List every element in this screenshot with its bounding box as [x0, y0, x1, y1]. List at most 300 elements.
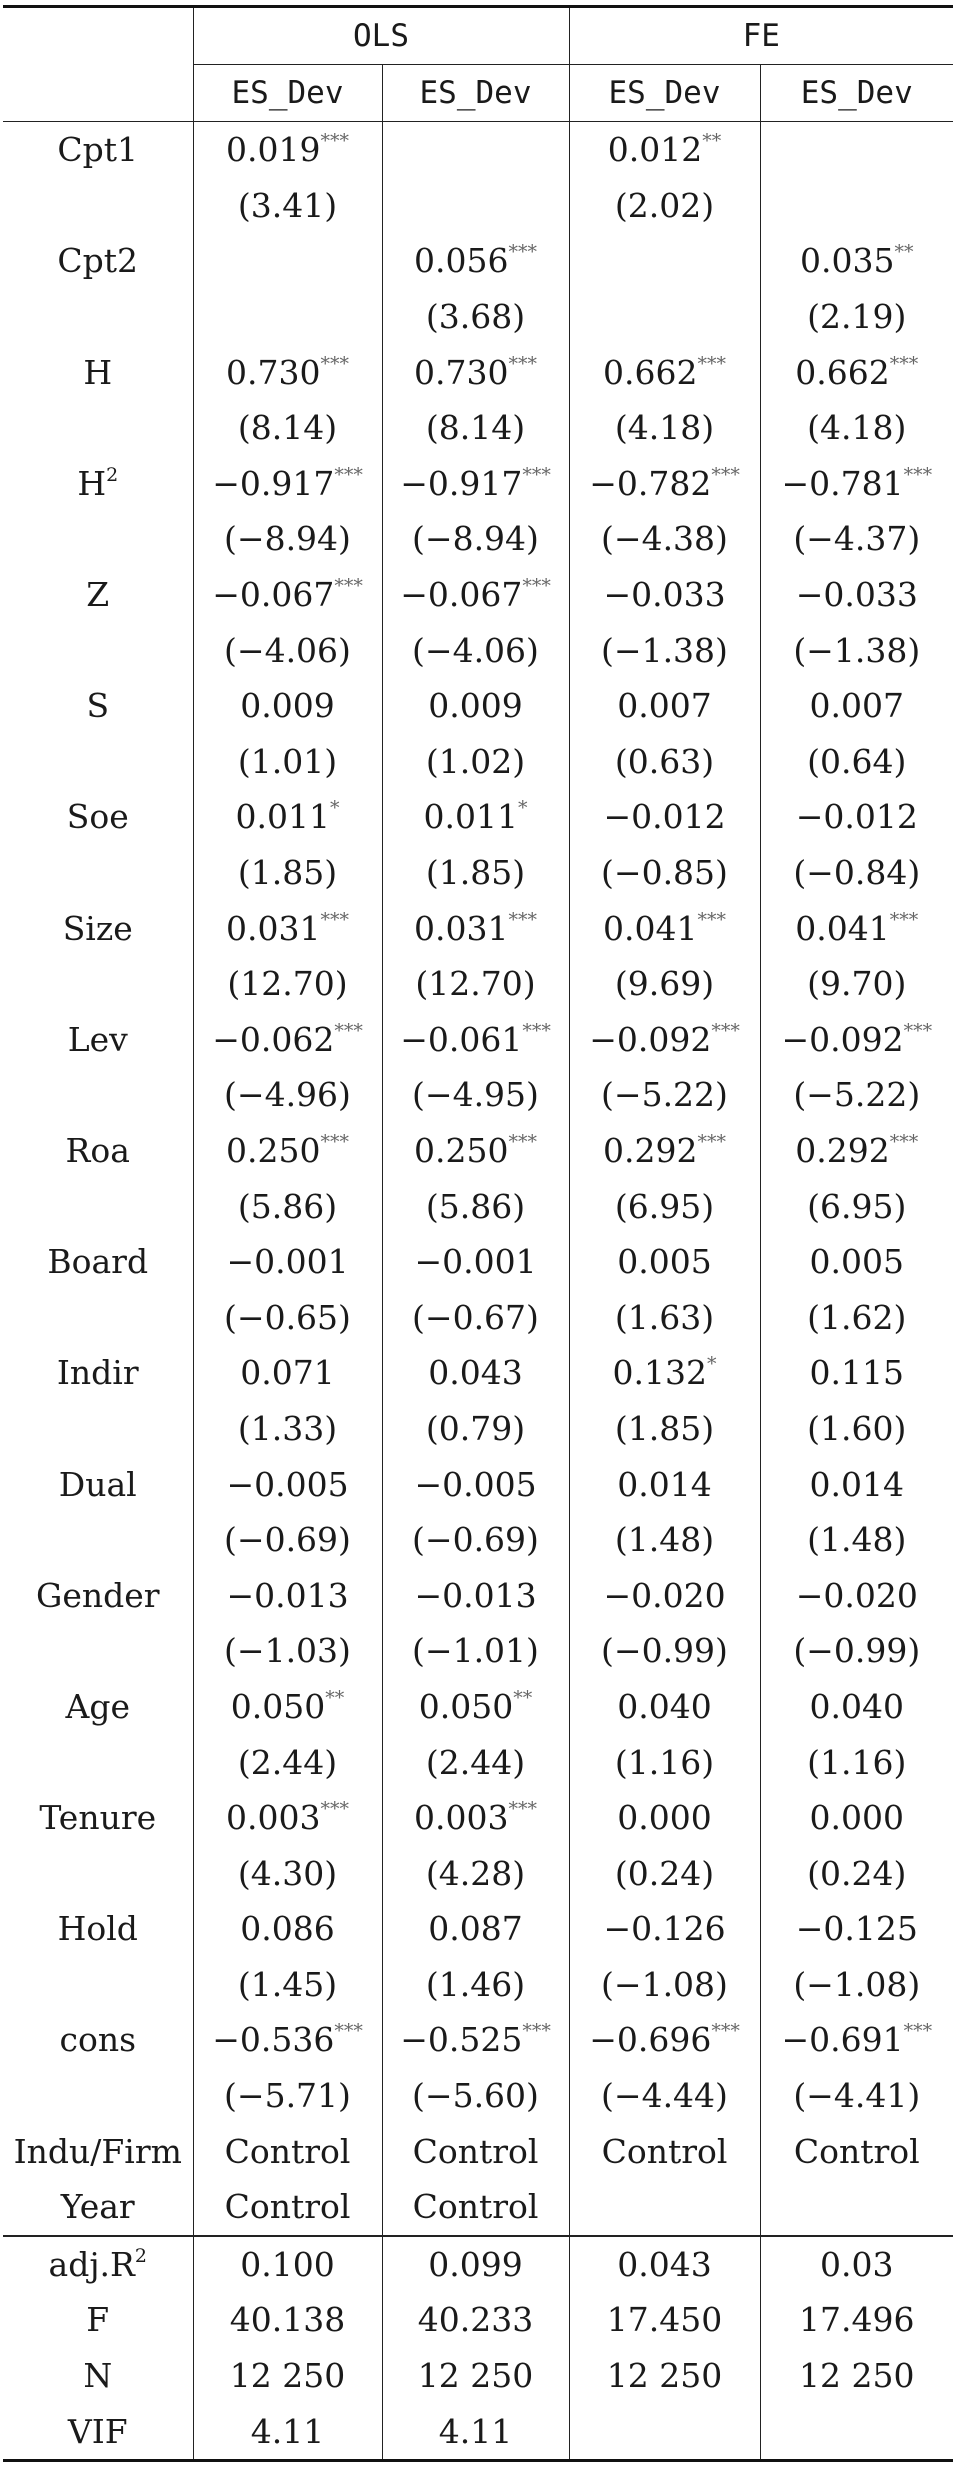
cell-value: (12.70)	[415, 964, 536, 1004]
table-cell	[382, 2292, 569, 2348]
cell-value: (1.63)	[614, 1297, 715, 1337]
stat-row	[3, 2403, 953, 2460]
table-cell	[569, 1067, 760, 1123]
table-cell	[382, 1790, 569, 1846]
cell-value: (8.14)	[425, 408, 526, 448]
cell-value: (1.85)	[237, 853, 338, 893]
cell-value: 0.730	[226, 352, 321, 392]
cell-value: (−4.06)	[412, 630, 539, 670]
cell-value: −0.013	[226, 1575, 349, 1615]
cell-value: −0.061	[400, 1019, 523, 1059]
table-cell	[193, 289, 382, 345]
table-cell	[760, 622, 953, 678]
table-cell	[193, 1234, 382, 1290]
cell-value: (3.41)	[237, 185, 338, 225]
row-label-text: Cpt2	[57, 241, 139, 281]
cell-value: 0.662	[795, 352, 890, 392]
cell-value: 0.056	[414, 241, 509, 281]
table-cell	[382, 1957, 569, 2013]
table-cell	[760, 1289, 953, 1345]
significance-stars: ***	[320, 1130, 349, 1153]
table-cell	[382, 1067, 569, 1123]
table-row	[3, 2179, 953, 2236]
cell-value: Control	[412, 2187, 539, 2227]
significance-stars: ***	[320, 1798, 349, 1821]
table-cell	[193, 456, 382, 512]
cell-value: 0.040	[809, 1686, 904, 1726]
cell-value: 12 250	[417, 2356, 534, 2396]
table-cell	[569, 1401, 760, 1457]
cell-value: (1.85)	[614, 1408, 715, 1448]
cell-value: 0.662	[603, 352, 698, 392]
dep-var-header: ES_Dev	[569, 65, 760, 122]
cell-value: 0.087	[428, 1909, 523, 1949]
cell-value: (−1.38)	[793, 630, 921, 670]
table-row	[3, 1734, 953, 1790]
table-row	[3, 789, 953, 845]
cell-value: 0.132	[612, 1353, 707, 1393]
table-cell	[193, 622, 382, 678]
cell-value: 0.007	[809, 686, 904, 726]
table-body	[3, 122, 953, 2461]
table-cell	[193, 400, 382, 456]
cell-value: (−5.71)	[224, 2076, 351, 2116]
table-cell	[193, 1067, 382, 1123]
row-label-text: Soe	[66, 797, 129, 837]
cell-value: −0.782	[589, 463, 712, 503]
table-row	[3, 2012, 953, 2068]
table-cell	[382, 289, 569, 345]
cell-value: 0.050	[230, 1686, 326, 1726]
significance-stars: **	[702, 130, 722, 153]
row-label-text: Lev	[67, 1019, 128, 1059]
cell-value: 0.014	[809, 1464, 904, 1504]
cell-value: Control	[224, 2131, 351, 2171]
row-label	[3, 2348, 193, 2404]
cell-value: (1.01)	[237, 741, 338, 781]
table-cell	[193, 2348, 382, 2404]
cell-value: 0.040	[617, 1686, 712, 1726]
significance-stars: ***	[697, 908, 726, 931]
table-cell	[193, 1679, 382, 1735]
table-cell	[382, 122, 569, 178]
table-cell	[569, 1845, 760, 1901]
cell-value: (−5.60)	[412, 2076, 539, 2116]
cell-value: −0.012	[795, 797, 918, 837]
table-cell	[193, 1957, 382, 2013]
table-cell	[382, 789, 569, 845]
cell-value: 0.019	[226, 130, 321, 170]
row-label	[3, 2012, 193, 2068]
table-cell	[193, 2068, 382, 2124]
row-label-text: Gender	[35, 1575, 160, 1615]
cell-value: (−4.38)	[601, 519, 728, 559]
cell-value: (−0.84)	[793, 853, 921, 893]
table-cell	[569, 1234, 760, 1290]
table-row	[3, 1679, 953, 1735]
row-label-text: Roa	[65, 1130, 130, 1170]
cell-value: 12 250	[799, 2356, 915, 2396]
table-cell	[382, 622, 569, 678]
cell-value: −0.001	[226, 1242, 349, 1282]
table-row	[3, 1345, 953, 1401]
cell-value: (−8.94)	[412, 519, 539, 559]
row-label	[3, 1456, 193, 1512]
dep-var-header: ES_Dev	[382, 65, 569, 122]
table-cell	[193, 1845, 382, 1901]
table-cell	[760, 1679, 953, 1735]
table-cell	[760, 2012, 953, 2068]
table-cell	[760, 2236, 953, 2293]
significance-stars: *	[517, 797, 528, 820]
table-cell	[760, 400, 953, 456]
cell-value: (1.33)	[237, 1408, 338, 1448]
table-cell	[569, 956, 760, 1012]
table-cell	[760, 2292, 953, 2348]
table-cell	[760, 233, 953, 289]
cell-value: (−4.95)	[412, 1075, 539, 1115]
table-row	[3, 2123, 953, 2179]
table-cell	[193, 1345, 382, 1401]
cell-value: (−5.22)	[793, 1075, 921, 1115]
row-label	[3, 2179, 193, 2236]
row-label	[3, 845, 193, 901]
table-cell	[193, 956, 382, 1012]
row-label	[3, 1790, 193, 1846]
cell-value: 0.031	[226, 908, 321, 948]
table-row	[3, 1456, 953, 1512]
cell-value: −0.696	[589, 2020, 712, 2060]
table-row	[3, 734, 953, 790]
table-cell	[382, 1567, 569, 1623]
table-cell	[760, 344, 953, 400]
table-cell	[382, 2123, 569, 2179]
header-row-dep-vars	[3, 65, 953, 122]
table-cell	[193, 2403, 382, 2460]
cell-value: (−4.06)	[224, 630, 351, 670]
table-cell	[382, 1345, 569, 1401]
table-cell	[569, 2012, 760, 2068]
table-row	[3, 1512, 953, 1568]
regression-table-container	[0, 5, 959, 2462]
row-label	[3, 511, 193, 567]
row-label	[3, 1234, 193, 1290]
table-cell	[382, 2179, 569, 2236]
table-row	[3, 456, 953, 512]
table-cell	[569, 1957, 760, 2013]
table-cell	[382, 344, 569, 400]
cell-value: (1.48)	[807, 1520, 907, 1560]
table-cell	[193, 1512, 382, 1568]
table-cell	[569, 1567, 760, 1623]
cell-value: (1.46)	[425, 1964, 526, 2004]
cell-value: (1.48)	[614, 1520, 715, 1560]
row-label	[3, 2123, 193, 2179]
table-cell	[760, 2348, 953, 2404]
table-cell	[569, 1512, 760, 1568]
table-cell	[382, 2348, 569, 2404]
row-label	[3, 1734, 193, 1790]
table-cell	[569, 400, 760, 456]
table-cell	[760, 1401, 953, 1457]
table-row	[3, 1178, 953, 1234]
cell-value: 0.041	[795, 908, 890, 948]
table-cell	[193, 845, 382, 901]
cell-value: −0.781	[781, 463, 904, 503]
table-cell	[382, 678, 569, 734]
cell-value: (5.86)	[425, 1186, 526, 1226]
cell-value: (4.28)	[425, 1853, 526, 1893]
significance-stars: ***	[697, 352, 726, 375]
table-row	[3, 678, 953, 734]
table-cell	[193, 233, 382, 289]
table-cell	[193, 1567, 382, 1623]
cell-value: 0.005	[617, 1242, 712, 1282]
row-label	[3, 1679, 193, 1735]
table-row	[3, 1567, 953, 1623]
table-cell	[760, 789, 953, 845]
cell-value: (−5.22)	[601, 1075, 728, 1115]
row-label	[3, 1401, 193, 1457]
cell-value: (2.19)	[807, 297, 907, 337]
cell-value: −0.092	[781, 1019, 904, 1059]
cell-value: Control	[793, 2131, 920, 2171]
row-label	[3, 1901, 193, 1957]
table-row	[3, 1901, 953, 1957]
cell-value: 12 250	[606, 2356, 723, 2396]
table-row	[3, 1234, 953, 1290]
cell-value: (1.45)	[237, 1964, 338, 2004]
row-label	[3, 1012, 193, 1068]
row-label	[3, 1123, 193, 1179]
significance-stars: ***	[508, 1130, 537, 1153]
cell-value: −0.917	[212, 463, 335, 503]
cell-value: 17.450	[606, 2300, 723, 2340]
table-row	[3, 2068, 953, 2124]
table-cell	[569, 1178, 760, 1234]
table-cell	[569, 1790, 760, 1846]
table-cell	[569, 2348, 760, 2404]
significance-stars: ***	[903, 2020, 933, 2043]
significance-stars: ***	[320, 352, 349, 375]
cell-value: 17.496	[799, 2300, 915, 2340]
dep-var-header: ES_Dev	[760, 65, 953, 122]
row-label-text: cons	[59, 2020, 137, 2060]
cell-value: −0.033	[795, 575, 918, 615]
table-cell	[569, 1901, 760, 1957]
table-cell	[382, 1401, 569, 1457]
cell-value: (2.44)	[425, 1742, 526, 1782]
table-row	[3, 511, 953, 567]
cell-value: (−4.37)	[793, 519, 921, 559]
row-label	[3, 1512, 193, 1568]
table-cell	[569, 1734, 760, 1790]
significance-stars: ***	[320, 908, 349, 931]
table-cell	[193, 1178, 382, 1234]
cell-value: 0.292	[795, 1130, 890, 1170]
cell-value: (−0.65)	[224, 1297, 351, 1337]
significance-stars: ***	[711, 2020, 740, 2043]
cell-value: 0.100	[240, 2244, 335, 2284]
header-corner	[3, 7, 193, 65]
table-cell	[193, 1012, 382, 1068]
row-label-text: Indir	[56, 1353, 139, 1393]
significance-stars: ***	[334, 1019, 363, 1042]
cell-value: 0.035	[800, 241, 895, 281]
significance-stars: ***	[508, 908, 537, 931]
cell-value: (6.95)	[614, 1186, 715, 1226]
table-cell	[382, 1734, 569, 1790]
table-cell	[382, 956, 569, 1012]
significance-stars: **	[894, 241, 914, 264]
cell-value: 0.043	[617, 2244, 712, 2284]
table-cell	[382, 1123, 569, 1179]
row-label	[3, 2403, 193, 2460]
cell-value: 0.03	[820, 2244, 894, 2284]
cell-value: 0.730	[414, 352, 509, 392]
cell-value: (4.18)	[807, 408, 907, 448]
row-label	[3, 2236, 193, 2293]
table-cell	[193, 2236, 382, 2293]
cell-value: 4.11	[250, 2411, 325, 2451]
table-cell	[760, 1067, 953, 1123]
cell-value: −0.001	[414, 1242, 537, 1282]
table-cell	[760, 1123, 953, 1179]
cell-value: 0.011	[235, 797, 330, 837]
cell-value: −0.020	[795, 1575, 918, 1615]
cell-value: 0.031	[414, 908, 509, 948]
significance-stars: ***	[889, 1130, 919, 1153]
significance-stars: ***	[320, 130, 349, 153]
table-cell	[760, 1623, 953, 1679]
cell-value: (2.02)	[614, 185, 715, 225]
significance-stars: ***	[522, 2020, 551, 2043]
table-cell	[760, 456, 953, 512]
row-label	[3, 1178, 193, 1234]
table-row	[3, 178, 953, 234]
row-label	[3, 1289, 193, 1345]
table-cell	[760, 1178, 953, 1234]
table-cell	[760, 678, 953, 734]
cell-value: −0.125	[795, 1909, 918, 1949]
table-cell	[382, 1512, 569, 1568]
table-cell	[193, 789, 382, 845]
table-cell	[193, 122, 382, 178]
row-label	[3, 2068, 193, 2124]
table-cell	[760, 1734, 953, 1790]
table-row	[3, 900, 953, 956]
row-label	[3, 1345, 193, 1401]
table-cell	[760, 1234, 953, 1290]
table-cell	[569, 789, 760, 845]
table-cell	[569, 233, 760, 289]
row-label	[3, 178, 193, 234]
row-label	[3, 1623, 193, 1679]
table-cell	[569, 2123, 760, 2179]
table-cell	[382, 2012, 569, 2068]
table-cell	[193, 734, 382, 790]
cell-value: −0.536	[212, 2020, 335, 2060]
table-cell	[193, 567, 382, 623]
dep-var-header: ES_Dev	[193, 65, 382, 122]
table-cell	[760, 1957, 953, 2013]
cell-value: −0.005	[226, 1464, 349, 1504]
significance-stars: ***	[711, 1019, 740, 1042]
row-label	[3, 456, 193, 512]
table-cell	[382, 1845, 569, 1901]
significance-stars: *	[329, 797, 340, 820]
row-label	[3, 900, 193, 956]
table-cell	[193, 2179, 382, 2236]
significance-stars: ***	[522, 463, 551, 486]
significance-stars: ***	[903, 463, 933, 486]
cell-value: 0.011	[423, 797, 518, 837]
significance-stars: ***	[522, 1019, 551, 1042]
cell-value: 0.003	[414, 1798, 509, 1838]
table-cell	[193, 1123, 382, 1179]
row-label-superscript: 2	[134, 2244, 147, 2267]
table-cell	[569, 2403, 760, 2460]
table-cell	[760, 2123, 953, 2179]
cell-value: (−0.85)	[601, 853, 728, 893]
table-cell	[569, 511, 760, 567]
table-cell	[382, 1456, 569, 1512]
row-label	[3, 678, 193, 734]
table-cell	[760, 567, 953, 623]
table-cell	[193, 1289, 382, 1345]
cell-value: (1.85)	[425, 853, 526, 893]
cell-value: (0.24)	[807, 1853, 907, 1893]
table-cell	[382, 178, 569, 234]
table-cell	[382, 2403, 569, 2460]
cell-value: −0.067	[212, 575, 335, 615]
table-cell	[760, 1790, 953, 1846]
row-label-text: Z	[86, 575, 110, 615]
stat-row	[3, 2292, 953, 2348]
table-cell	[193, 511, 382, 567]
table-row	[3, 1123, 953, 1179]
table-cell	[382, 1901, 569, 1957]
cell-value: (0.63)	[614, 741, 715, 781]
cell-value: −0.917	[400, 463, 523, 503]
cell-value: (0.64)	[807, 741, 907, 781]
row-label-text: VIF	[67, 2411, 128, 2451]
row-label	[3, 122, 193, 178]
row-label-text: Year	[60, 2187, 135, 2227]
table-cell	[569, 2236, 760, 2293]
cell-value: (1.16)	[807, 1742, 907, 1782]
cell-value: −0.126	[603, 1909, 726, 1949]
cell-value: −0.062	[212, 1019, 335, 1059]
table-cell	[760, 178, 953, 234]
cell-value: (−1.08)	[793, 1964, 921, 2004]
table-cell	[569, 567, 760, 623]
regression-results-table	[3, 5, 953, 2462]
table-cell	[382, 1289, 569, 1345]
cell-value: 0.041	[603, 908, 698, 948]
table-row	[3, 233, 953, 289]
table-cell	[193, 1623, 382, 1679]
table-cell	[382, 734, 569, 790]
significance-stars: **	[325, 1686, 345, 1709]
row-label	[3, 1567, 193, 1623]
table-cell	[382, 1623, 569, 1679]
table-cell	[382, 2236, 569, 2293]
cell-value: −0.012	[603, 797, 726, 837]
cell-value: (1.02)	[425, 741, 526, 781]
significance-stars: ***	[522, 575, 551, 598]
row-label-text: adj.R	[48, 2244, 135, 2284]
